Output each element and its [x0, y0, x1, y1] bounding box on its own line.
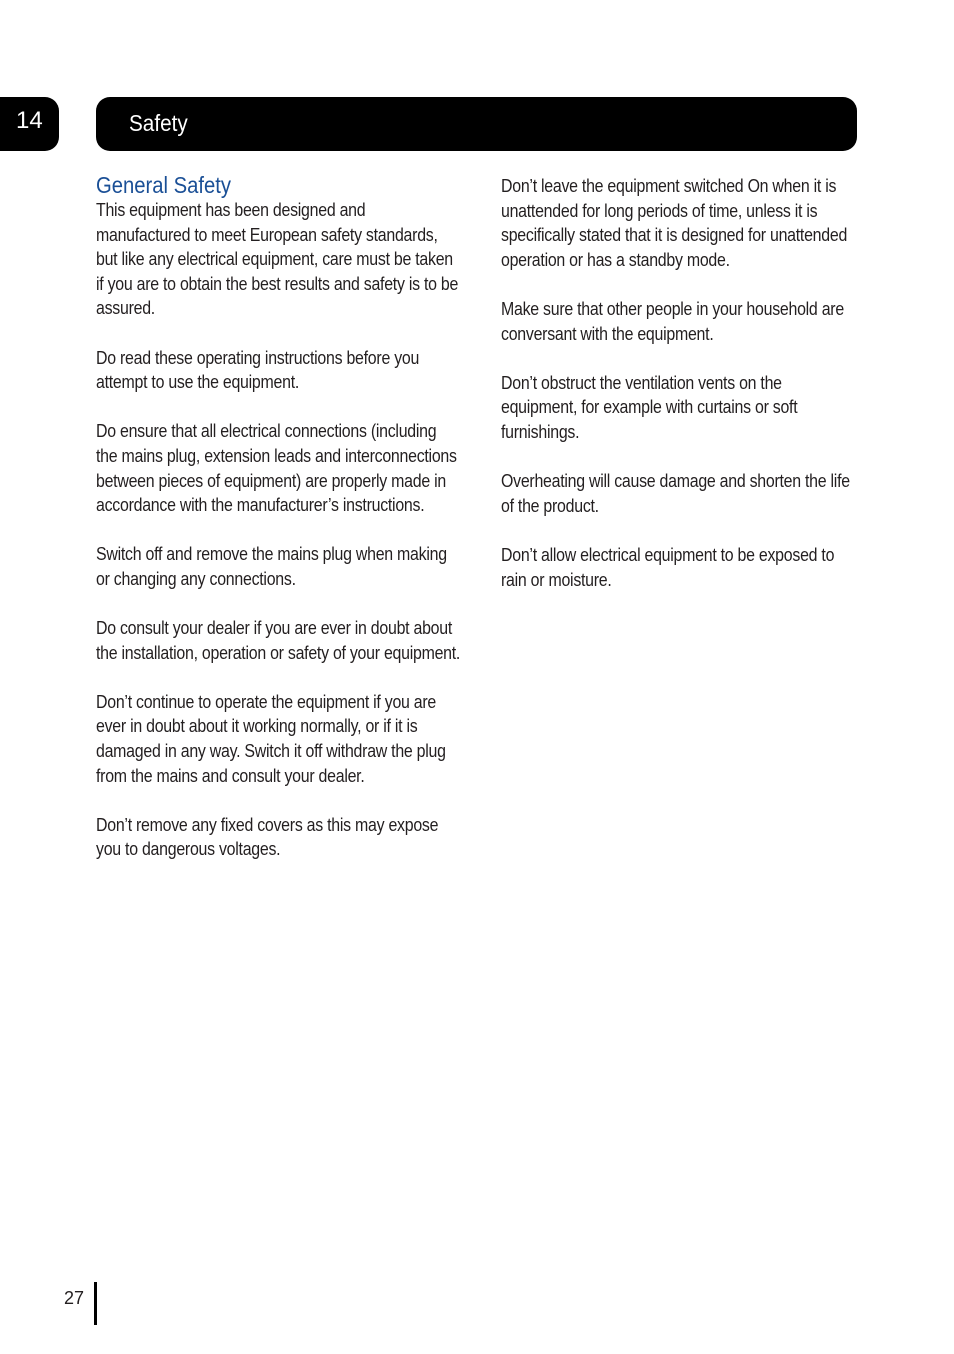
left-column — [96, 172, 461, 887]
right-column — [501, 174, 857, 617]
chapter-tab — [0, 97, 59, 151]
paragraph: Do ensure that all electrical connections (including the mains plug, extension leads and interconnections between pieces of equipment) are properly made in accordance with the manufacturer’s instructions. — [96, 420, 457, 516]
chapter-number: 14 — [16, 107, 43, 134]
paragraph: Don’t allow electrical equipment to be exposed to rain or moisture. — [501, 543, 835, 590]
section-header-bar — [96, 97, 857, 151]
paragraph: Overheating will cause damage and shorten the life of the product. — [501, 470, 850, 516]
paragraph: Do read these operating instructions before you attempt to use the equipment. — [96, 346, 420, 393]
page-number-divider — [94, 1282, 97, 1325]
paragraph: This equipment has been designed and manufactured to meet European safety standards, but like any electrical equipment, care must be taken if you are to obtain the best results and safety is to be assured. — [96, 199, 459, 319]
paragraph: Don’t continue to operate the equipment if you are ever in doubt about it working normally, or if it is damaged in any way. Switch it off withdraw the plug from the mains and consult your dealer. — [96, 690, 446, 786]
section-title: Safety — [129, 110, 188, 136]
subheading-general-safety: General Safety — [96, 172, 232, 198]
paragraph: Don’t obstruct the ventilation vents on the equipment, for example with curtains or soft furnishings. — [501, 371, 798, 442]
paragraph: Make sure that other people in your household are conversant with the equipment. — [501, 297, 844, 344]
paragraph: Do consult your dealer if you are ever in doubt about the installation, operation or safety of your equipment. — [96, 617, 461, 663]
paragraph: Don’t remove any fixed covers as this may expose you to dangerous voltages. — [96, 813, 439, 860]
paragraph: Switch off and remove the mains plug when making or changing any connections. — [96, 543, 447, 589]
paragraph: Don’t leave the equipment switched On when it is unattended for long periods of time, unless it is specifically stated that it is designed for unattended operation or has a standby mode. — [501, 175, 848, 270]
page-number: 27 — [64, 1288, 85, 1308]
